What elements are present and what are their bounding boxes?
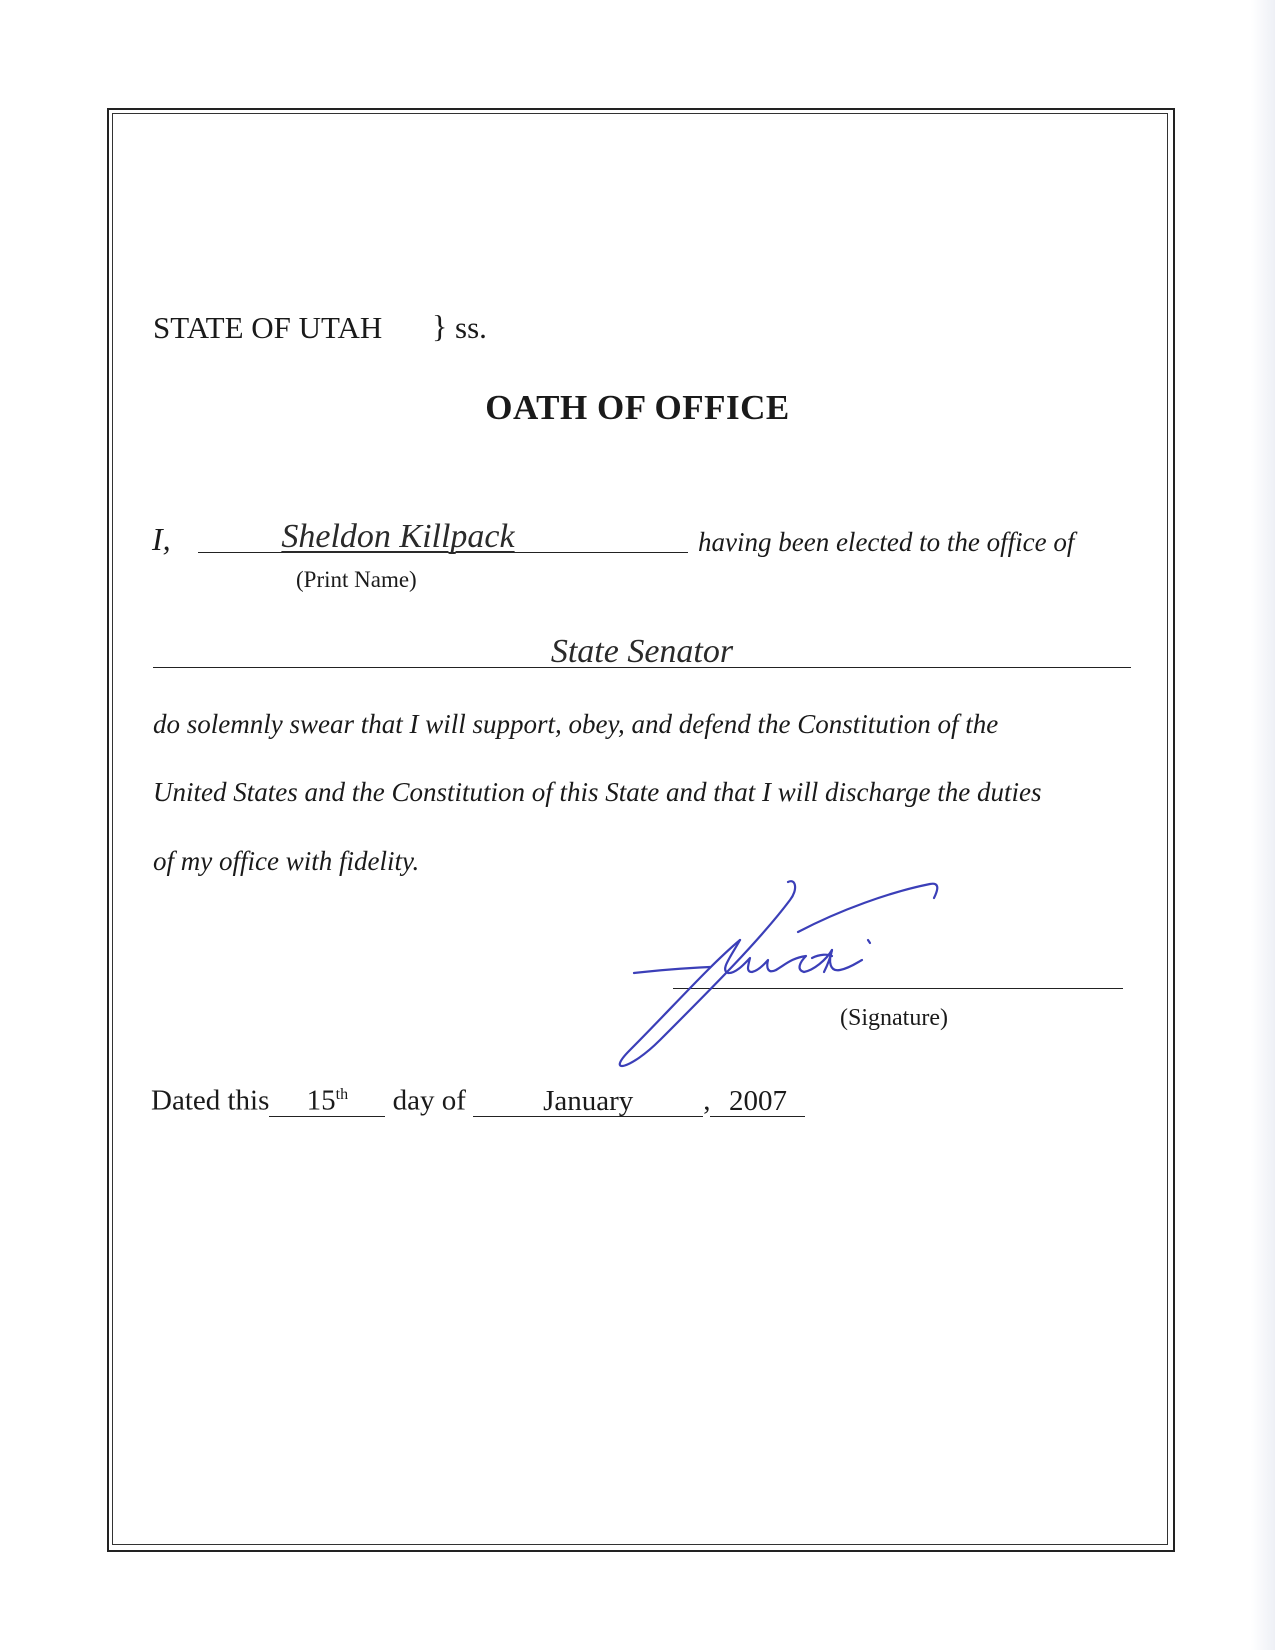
print-name-label: (Print Name) xyxy=(296,567,417,592)
document-title: OATH OF OFFICE xyxy=(485,388,790,427)
office-field-value: State Senator xyxy=(550,633,734,670)
day-of-text: day of xyxy=(392,1084,466,1117)
day-field xyxy=(269,1080,385,1117)
date-comma: , xyxy=(703,1084,711,1117)
handwritten-signature xyxy=(600,870,1020,1080)
month-field: January xyxy=(473,1086,703,1117)
state-label: STATE OF UTAH xyxy=(153,310,383,345)
dated-prefix: Dated this xyxy=(151,1084,270,1117)
day-suffix: th xyxy=(335,1086,349,1103)
signature-label: (Signature) xyxy=(840,1005,948,1031)
brace-symbol: } xyxy=(432,308,448,344)
year-field: 2007 xyxy=(710,1086,805,1117)
dated-line xyxy=(151,1080,805,1118)
ss-label: ss. xyxy=(455,310,487,345)
oath-body-line-2: United States and the Constitution of this State and that I will discharge the duties xyxy=(153,777,1042,807)
day-value: 15 xyxy=(306,1084,336,1117)
oath-pronoun: I, xyxy=(152,521,171,557)
scan-edge-shadow xyxy=(1251,0,1275,1650)
name-field-value: Sheldon Killpack xyxy=(281,518,515,555)
oath-body-line-1: do solemnly swear that I will support, obey, and defend the Constitution of the xyxy=(153,709,999,739)
oath-body-line-3: of my office with fidelity. xyxy=(153,846,420,876)
having-elected-text: having been elected to the office of xyxy=(698,527,1075,557)
